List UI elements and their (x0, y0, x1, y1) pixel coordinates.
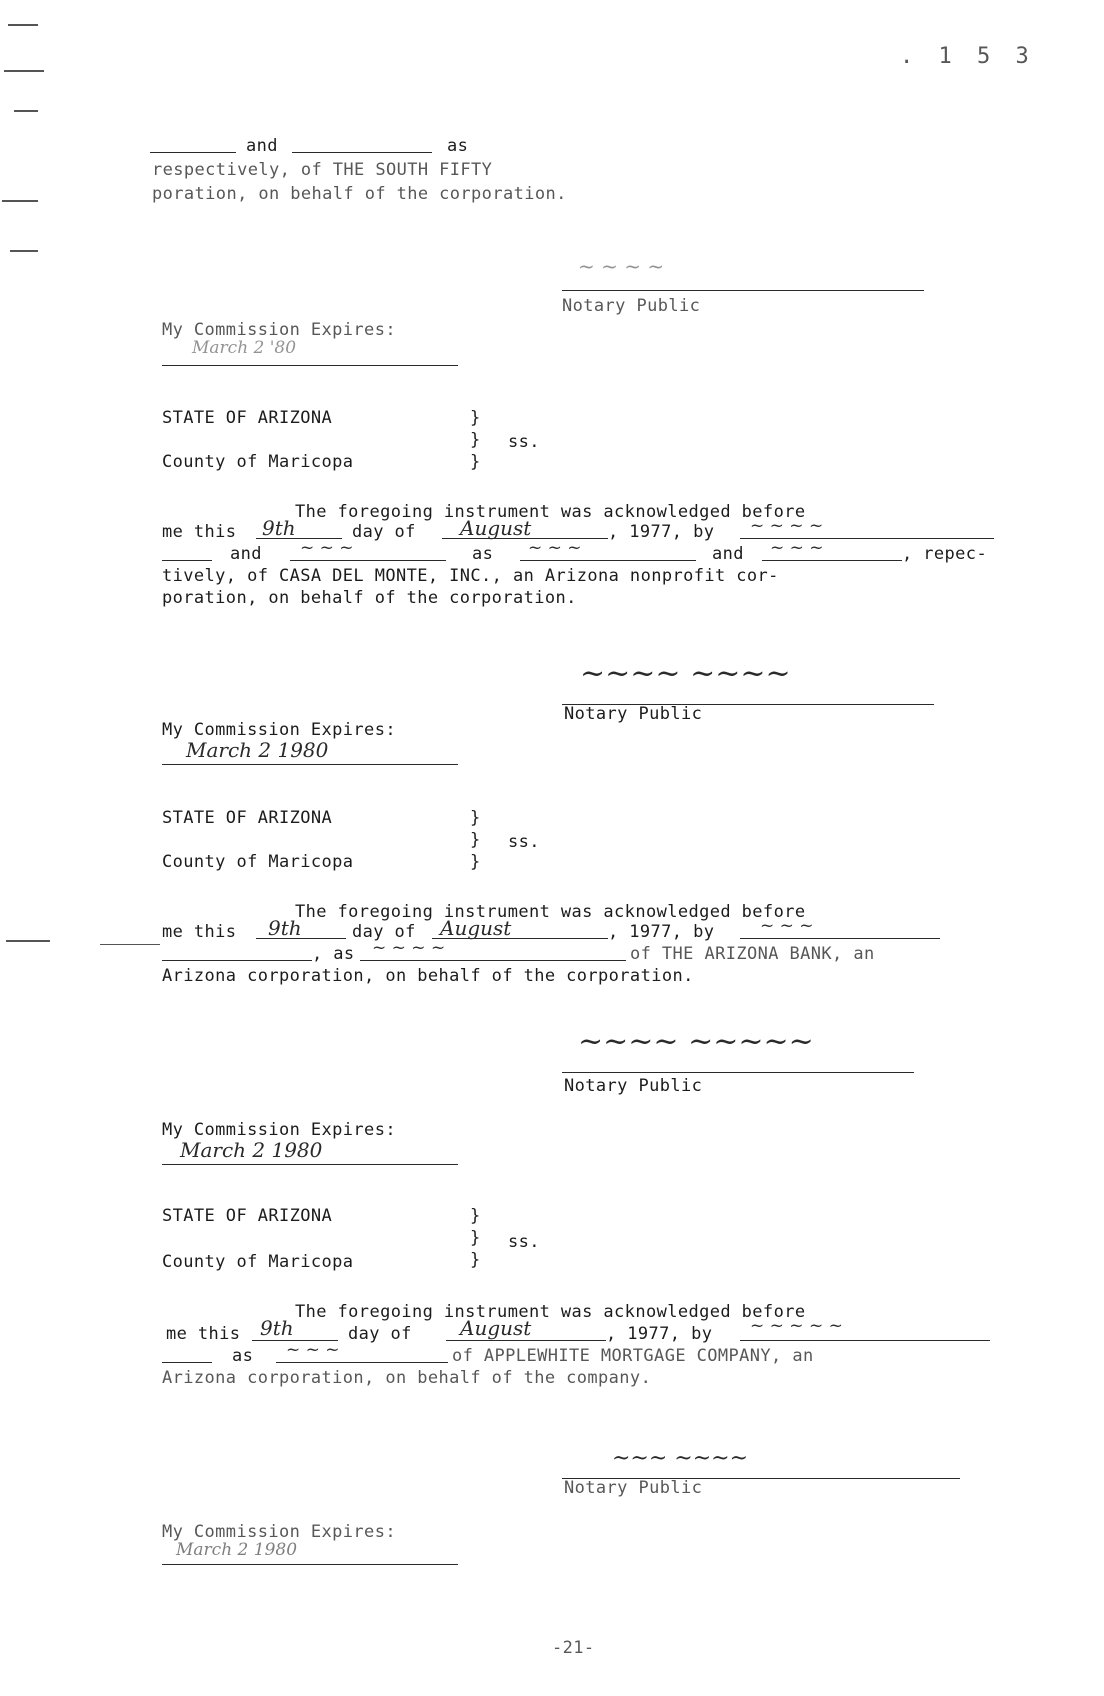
ss-label-2: ss. (508, 432, 540, 452)
commission-line (162, 365, 458, 366)
commission-line (162, 1564, 458, 1565)
commission-line (162, 764, 458, 765)
notary-public-label-1: Notary Public (562, 296, 701, 316)
block2-line5: poration, on behalf of the corporation. (162, 588, 577, 608)
scan-noise (14, 110, 38, 112)
county-label-2: County of Maricopa (162, 452, 354, 472)
scan-noise (8, 24, 38, 26)
block3-of-bank: of THE ARIZONA BANK, an (630, 944, 875, 964)
blank-line (520, 560, 696, 561)
notary-public-label-3: Notary Public (564, 1076, 703, 1096)
text-as: as (447, 136, 469, 156)
notary-signature-1: ~ ~ ~ ~ (578, 254, 665, 278)
commission-expires-label-3: My Commission Expires: (162, 1120, 396, 1140)
blank-line (360, 960, 626, 961)
block3-line4: Arizona corporation, on behalf of the corporation. (162, 966, 694, 986)
blank-line (162, 1362, 212, 1363)
notary-signature-4: ~~~ ~~~~ (612, 1446, 749, 1471)
commission-line (162, 1164, 458, 1165)
block4-line4: Arizona corporation, on behalf of the company. (162, 1368, 652, 1388)
blank-line (162, 560, 212, 561)
block3-month: August (440, 916, 512, 940)
brace: } (470, 1228, 481, 1248)
block4-signer: ~ ~ ~ ~ ~ (750, 1316, 843, 1336)
county-label-3: County of Maricopa (162, 852, 354, 872)
scan-noise (4, 70, 44, 72)
block2-as: as (472, 544, 494, 564)
brace: } (470, 430, 481, 450)
ss-label-4: ss. (508, 1232, 540, 1252)
commission-expires-label-4: My Commission Expires: (162, 1522, 396, 1542)
block3-as: , as (312, 944, 355, 964)
block2-and2: and (712, 544, 744, 564)
block2-line4: tively, of CASA DEL MONTE, INC., an Arizona nonprofit cor- (162, 566, 779, 586)
blank-line (446, 1340, 606, 1341)
block2-repec: , repec- (902, 544, 988, 564)
block2-me-this: me this (162, 522, 237, 542)
state-label-4: STATE OF ARIZONA (162, 1206, 333, 1226)
blank-line (290, 560, 446, 561)
block2-day: 9th (262, 516, 296, 540)
blank-line (150, 152, 236, 153)
blank-line (740, 1340, 990, 1341)
block4-as: as (232, 1346, 254, 1366)
block2-line1: The foregoing instrument was acknowledged before (295, 502, 806, 522)
blank-line (442, 538, 608, 539)
block4-day: 9th (260, 1316, 294, 1340)
brace: } (470, 852, 481, 872)
block2-year: , 1977, by (608, 522, 715, 542)
block1-line2: respectively, of THE SOUTH FIFTY (152, 160, 493, 180)
notary-public-label-2: Notary Public (564, 704, 703, 724)
blank-line (292, 152, 432, 153)
block3-me-this: me this (162, 922, 237, 942)
block1-line3: poration, on behalf of the corporation. (152, 184, 567, 204)
state-label-2: STATE OF ARIZONA (162, 408, 333, 428)
block2-month: August (460, 516, 532, 540)
commission-expires-label-2: My Commission Expires: (162, 720, 396, 740)
signature-line (562, 290, 924, 291)
state-label-3: STATE OF ARIZONA (162, 808, 333, 828)
block2-day-of: day of (352, 522, 416, 542)
block4-year: , 1977, by (606, 1324, 713, 1344)
block4-of-company: of APPLEWHITE MORTGAGE COMPANY, an (452, 1346, 814, 1366)
scan-noise (6, 940, 50, 942)
block4-line1: The foregoing instrument was acknowledged before (295, 1302, 806, 1322)
scan-noise (100, 944, 160, 945)
county-label-4: County of Maricopa (162, 1252, 354, 1272)
block4-month: August (460, 1316, 532, 1340)
brace: } (470, 830, 481, 850)
block2-title-2: ~ ~ ~ (770, 538, 824, 558)
brace: } (470, 1250, 481, 1270)
commission-date-2: March 2 1980 (186, 738, 329, 762)
block4-title: ~ ~ ~ (286, 1340, 340, 1360)
block2-signer-2: ~ ~ ~ (300, 538, 354, 558)
scan-noise (10, 250, 38, 252)
scan-noise (2, 200, 38, 202)
text-and: and (246, 136, 278, 156)
block3-day: 9th (268, 916, 302, 940)
blank-line (276, 1362, 448, 1363)
brace: } (470, 1206, 481, 1226)
block4-day-of: day of (348, 1324, 412, 1344)
block2-title-1: ~ ~ ~ (528, 538, 582, 558)
block3-signer: ~ ~ ~ (760, 916, 814, 936)
notary-signature-2: ~~~~ ~~~~ (580, 656, 791, 691)
block3-year: , 1977, by (608, 922, 715, 942)
signature-line (562, 1072, 914, 1073)
brace: } (470, 452, 481, 472)
notary-signature-3: ~~~~ ~~~~~ (578, 1024, 814, 1059)
block2-signer-1: ~ ~ ~ ~ (750, 516, 824, 536)
block3-line1: The foregoing instrument was acknowledged before (295, 902, 806, 922)
page-number-top: . 1 5 3 (900, 44, 1035, 69)
footer-page-number: -21- (552, 1638, 595, 1658)
commission-expires-label-1: My Commission Expires: (162, 320, 396, 340)
block3-title: ~ ~ ~ ~ (372, 938, 446, 958)
commission-date-1: March 2 '80 (192, 338, 297, 358)
commission-date-4: March 2 1980 (176, 1540, 298, 1560)
block3-day-of: day of (352, 922, 416, 942)
blank-line (256, 938, 346, 939)
blank-line (162, 960, 312, 961)
blank-line (762, 560, 902, 561)
blank-line (740, 938, 940, 939)
block2-and: and (230, 544, 262, 564)
notary-public-label-4: Notary Public (564, 1478, 703, 1498)
blank-line (432, 938, 608, 939)
block4-me-this: me this (166, 1324, 241, 1344)
commission-date-3: March 2 1980 (180, 1138, 323, 1162)
ss-label-3: ss. (508, 832, 540, 852)
brace: } (470, 408, 481, 428)
brace: } (470, 808, 481, 828)
